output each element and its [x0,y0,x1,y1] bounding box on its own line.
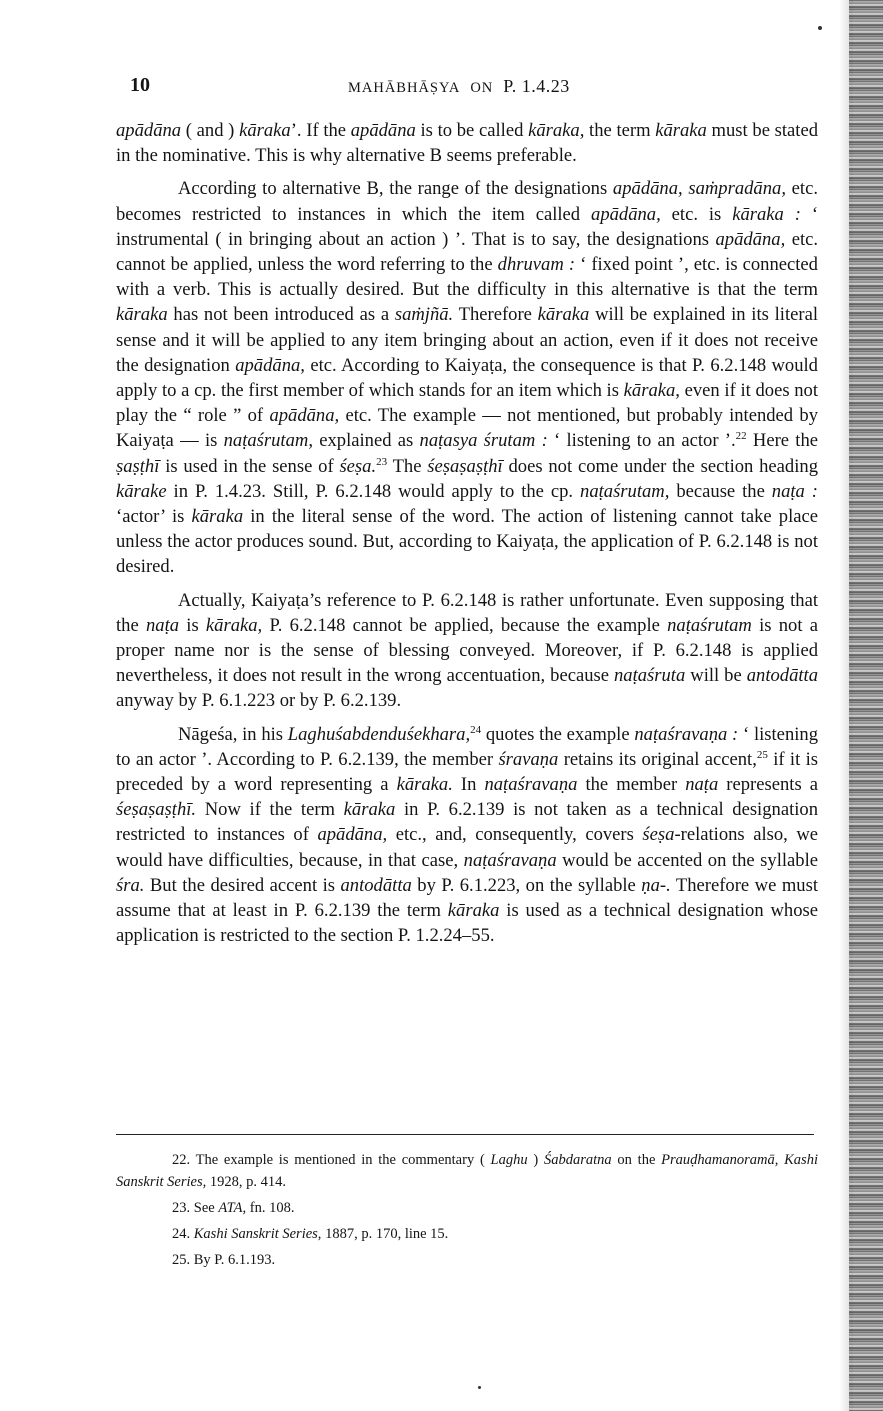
italic-term: ATA, [218,1200,247,1216]
italic-term: kāraka [655,120,707,141]
footnote-ref: 24 [470,723,482,736]
footnote-ref: 25 [756,748,768,761]
text-run: ‘actor’ is [116,506,192,528]
text-run: the term [584,120,656,141]
italic-term: Laghuśabdenduśekhara, [287,723,471,745]
text-run: But the desired accent is [144,874,341,896]
text-run: The [387,455,428,477]
italic-term: naṭa [145,614,180,636]
italic-term: Prauḍhamanoramā, Kashi Sanskrit Series, [116,1152,818,1190]
text-run: in P. 6.2.139 is not taken as a technical designation restricted to instances of [116,799,819,846]
italic-term: śeṣaṣaṣṭhī. [116,799,197,821]
text-run: etc. According to Kaiyaṭa, the consequence is that P. 6.2.148 would apply to a cp. the first member of which stands for an item which is [116,354,818,402]
text-run: ‘ listening to an actor ’. According to P. 6.2.139, the member [116,723,818,770]
text-run: Therefore [453,304,538,326]
text-run: 22. The example is mentioned in the commentary ( [172,1152,491,1168]
text-run: is used as a technical designation whose application is restricted to the section P. 1.2.24–55. [116,900,818,947]
text-run: explained as [312,430,420,452]
italic-term: kāraka, [528,120,585,141]
text-run: quotes the example [481,723,635,745]
text-run: is not a proper name nor is the sense of blessing conveyed. Moreover, if P. 6.2.148 is applied nevertheless, it does not result in the wrong accentuation, because [116,614,818,687]
text-run: does not come under the section heading [502,455,818,477]
italic-term: Śabdaratna [543,1152,612,1168]
text-run: 1887, p. 170, line 15. [321,1226,449,1242]
italic-term: Kashi Sanskrit Series, [193,1226,322,1242]
italic-term: kārake [116,480,167,502]
text-run: will be explained in its literal sense and it will be applied to any item bringing about an action, even if it does not receive the designation [116,304,818,376]
text-run: etc., and, consequently, covers [387,824,643,846]
text-run: 25. By P. 6.1.193. [172,1252,276,1268]
text-run: 1928, p. 414. [206,1174,286,1190]
italic-term: śeṣaṣaṣṭhī [427,455,503,477]
text-run: P. 6.2.148 cannot be applied, because the example [262,614,668,636]
footnote-separator [116,1134,814,1135]
paragraph [116,588,818,714]
running-head-title: MAHĀBHĀṢYA [348,80,461,96]
text-run: the member [577,774,686,796]
footnote-ref: 23 [376,455,388,468]
text-run: ( and ) [181,120,240,141]
italic-term: śravaṇa [498,748,559,770]
text-run: will be [685,665,747,687]
italic-term: naṭaśrutam [667,614,752,636]
page-number: 10 [130,74,150,96]
footnote [116,1197,818,1219]
main-text [116,118,818,957]
footnote [116,1149,818,1193]
footnote [116,1249,818,1271]
text-run: 23. See [172,1200,219,1216]
text-run: even if it does not play the “ role ” of [116,380,819,427]
italic-term: apādāna, saṁpradāna, [612,178,786,200]
scan-speck [818,26,822,30]
italic-term: naṭaśruta [613,665,686,687]
text-run: etc. cannot be applied, unless the word referring to the [116,228,819,276]
running-head-rule: P. 1.4.23 [503,76,570,96]
italic-term: apādāna, [317,824,388,846]
italic-term: naṭaśravaṇa [463,849,557,871]
italic-term: kāraka [191,506,244,528]
scan-speck [478,1386,481,1389]
text-run: ) [527,1152,544,1168]
italic-term: kāraka [343,799,396,821]
italic-term: naṭa : [771,480,818,502]
italic-term: kāraka : [732,203,801,225]
italic-term: śra. [116,874,145,896]
text-run: anyway by P. 6.1.223 or by P. 6.2.139. [116,690,402,712]
text-run: on the [611,1152,662,1168]
italic-term: saṁjñā. [394,304,454,326]
text-run: ‘ listening to an actor ’. [547,430,736,452]
italic-term: kāraka [447,900,500,922]
paragraph [116,722,818,949]
running-head-on: ON [470,80,494,96]
paragraph [116,176,818,579]
italic-term: kāraka, [205,614,263,636]
italic-term: ṇa-. [641,874,671,896]
text-run: because the [669,480,772,502]
text-run: has not been introduced as a [167,304,395,326]
text-run: etc. becomes restricted to instances in which the item called [116,178,819,225]
text-run: if it is preceded by a word representing a [116,748,819,796]
text-run: Therefore we must assume that at least in P. 6.2.139 the term [116,874,818,922]
text-run: Now if the term [196,799,344,821]
text-run: in the literal sense of the word. The action of listening cannot take place unless the actor produces sound. But, according to Kaiyaṭa, the application of P. 6.2.148 is not desired. [116,506,818,578]
footnotes [116,1149,818,1275]
text-run: is used in the sense of [159,455,340,477]
footnote [116,1223,818,1245]
italic-term: antodātta [746,665,818,687]
italic-term: naṭasya śrutam : [419,430,548,452]
italic-term: kāraka [537,304,590,326]
italic-term: kāraka, [623,380,680,402]
text-run: fn. 108. [246,1200,295,1216]
text-run: etc. is [660,203,733,225]
italic-term: naṭa [685,774,719,796]
text-run: According to alternative B, the range of the designations [178,178,613,200]
italic-term: ṣaṣṭhī [116,455,160,477]
italic-term: apādāna, [235,354,305,376]
text-run: is [179,614,206,636]
italic-term: śeṣa. [339,455,377,477]
running-head [348,76,570,97]
italic-term: naṭaśravaṇa [484,774,578,796]
italic-term: kāraka [116,304,168,326]
text-run: Here the [746,430,818,452]
text-run: is to be called [415,120,529,141]
italic-term: apādāna, [715,228,786,250]
text-run: Actually, Kaiyaṭa’s reference to P. 6.2.148 is rather unfortunate. Even supposing that the [116,589,818,636]
italic-term: antodātta [340,874,412,896]
text-run: by P. 6.1.223, on the syllable [411,874,642,896]
text-run: represents a [718,774,818,796]
paragraph [116,118,818,168]
text-run: retains its original accent, [558,748,757,770]
italic-term: kāraka [239,120,291,141]
italic-term: dhruvam : [497,254,576,276]
italic-term: apādāna [350,120,416,141]
italic-term: naṭaśravaṇa : [634,723,739,745]
italic-term: śeṣa [642,824,675,846]
text-run: 24. [172,1226,194,1242]
text-run: -relations also, we would have difficulties, because, in that case, [116,824,819,871]
italic-term: apādāna, [591,203,661,225]
text-run: must be stated in the nominative. This is why alternative B seems preferable. [116,120,819,167]
italic-term: naṭaśrutam, [223,430,313,452]
italic-term: apādāna [116,120,182,141]
text-run: ‘ instrumental ( in bringing about an action ) ’. That is to say, the designations [116,203,819,250]
text-run: ’. If the [290,120,351,141]
italic-term: naṭaśrutam, [580,480,670,502]
italic-term: Laghu [490,1152,528,1168]
italic-term: apādāna, [269,405,340,427]
text-run: Nāgeśa, in his [178,723,288,745]
italic-term: kāraka. [396,774,453,796]
text-run: etc. The example — not mentioned, but probably intended by Kaiyaṭa — is [116,405,818,452]
page-edge-scan-artifact [849,0,883,1411]
text-run: ‘ fixed point ’, etc. is connected with a verb. This is actually desired. But the difficulty in this alternative is that the term [116,254,818,301]
text-run: In [452,774,485,796]
footnote-ref: 22 [735,430,747,443]
text-run: in P. 1.4.23. Still, P. 6.2.148 would apply to the cp. [166,480,581,502]
page-header [116,72,818,102]
text-run: would be accented on the syllable [556,849,818,871]
